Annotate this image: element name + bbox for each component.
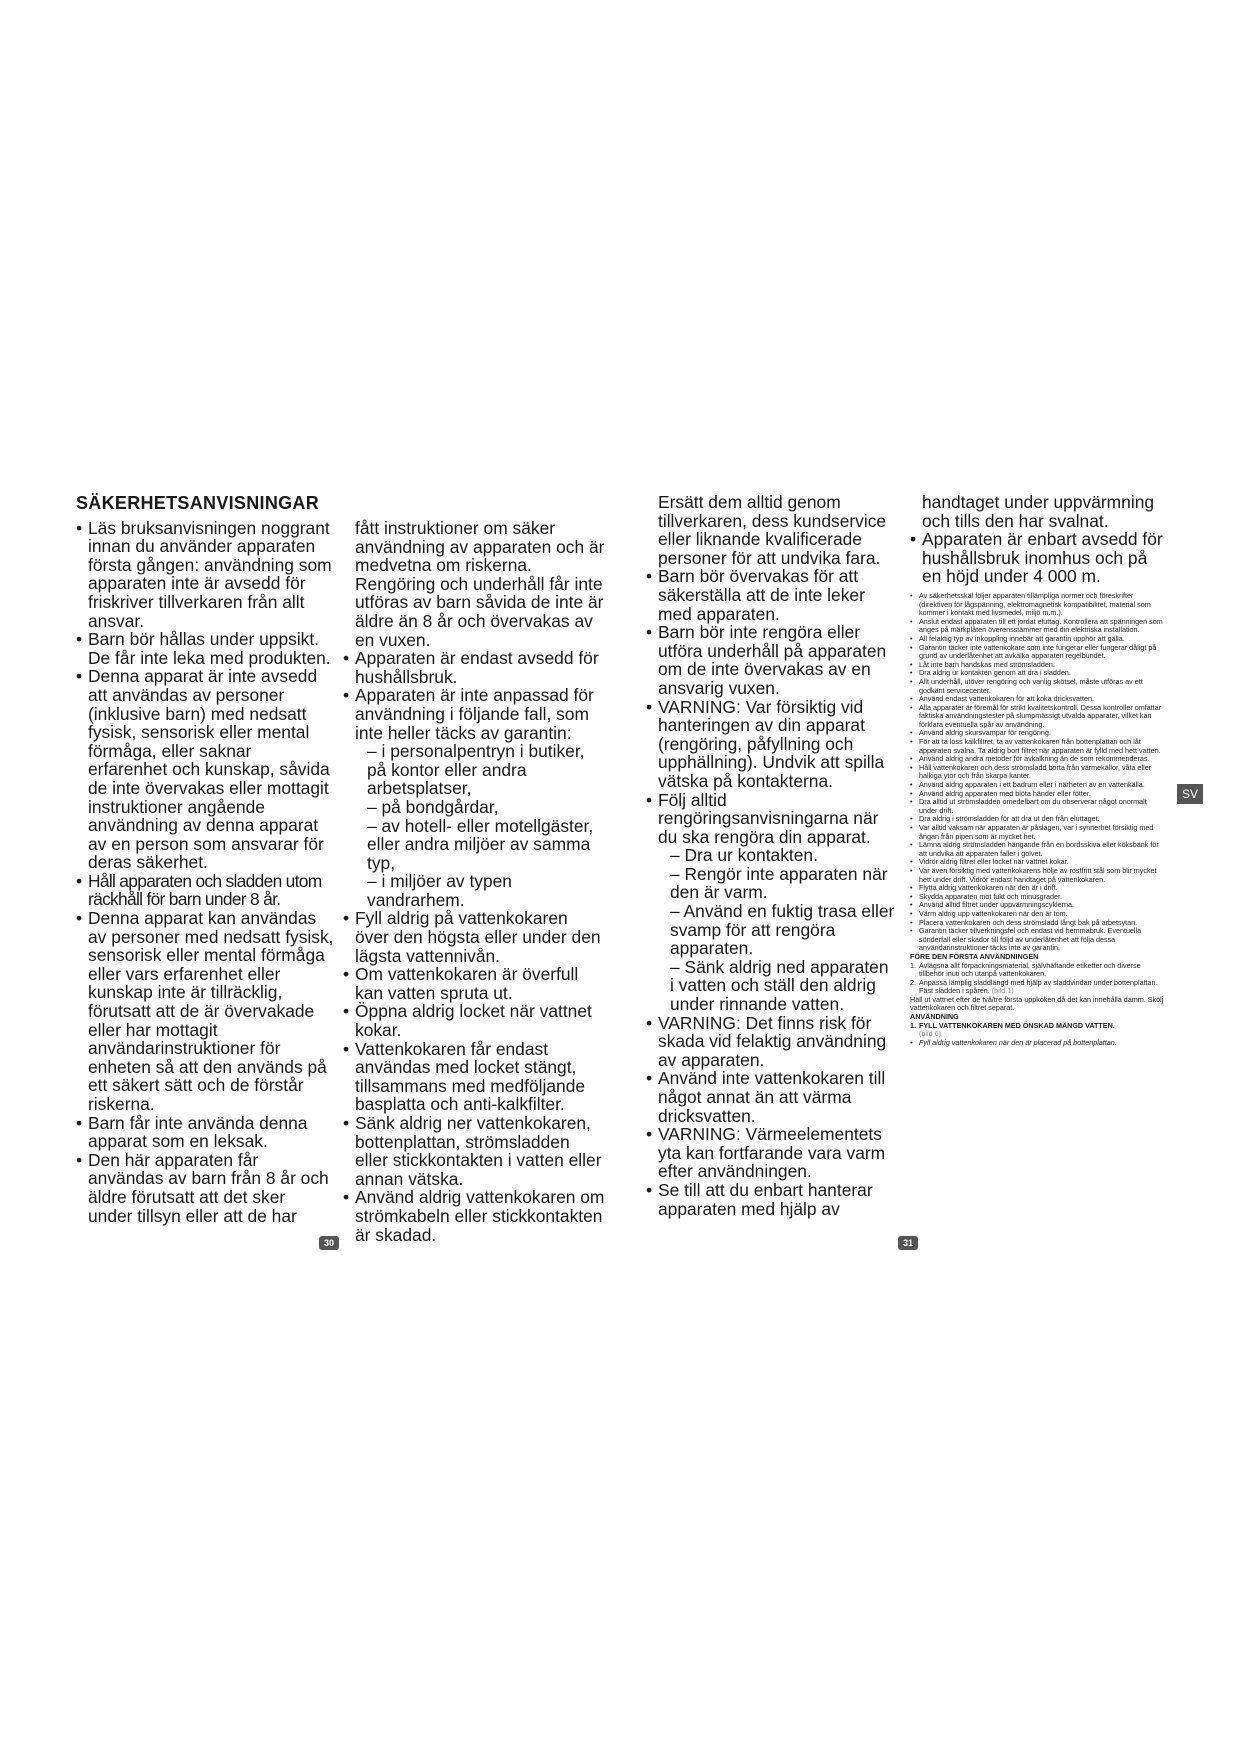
step-number: 2. [910, 977, 916, 987]
bullet-item: • All felaktig typ av inkoppling innebär att garantin upphör att gälla. [910, 635, 1165, 644]
bullet-item: • Håll vattenkokaren och dess strömsladd borta från värmekällor, våta eller halkiga ytor och från skarpa kanter. [910, 764, 1165, 781]
step-number: 1. [910, 1020, 916, 1030]
bullet-item: • Garantin täcker inte vattenkokare som inte fungerar eller fungerar dåligt på grund av underlåtenhet att avkalka apparaten regelbundet. [910, 644, 1165, 661]
paragraph: fått instruktioner om säker användning av apparaten och är medvetna om riskerna. Rengöring och underhåll får inte utföras av barn såvida de inte är äldre än 8 år och övervakas av en vuxen. [355, 518, 605, 650]
right-column-3 [646, 493, 896, 1218]
sub-item: – i miljöer av typen vandrarhem. [367, 871, 512, 910]
bullet-item: • VARNING: Det finns risk för skada vid felaktig användning av apparaten. [646, 1014, 896, 1070]
paragraph: Ersätt dem alltid genom tillverkaren, dess kundservice eller liknande kvalificerade personer för att undvika fara. [658, 492, 887, 568]
bullet-item: • Skydda apparaten mot fukt och minusgrader. [910, 893, 1165, 902]
section-heading: ANVÄNDNING [910, 1012, 959, 1022]
sub-item: – Rengör inte apparaten när den är varm. [670, 863, 888, 903]
bullet-item: • Flytta aldrig vattenkokaren när den är i drift. [910, 884, 1165, 893]
col4-small-list [910, 592, 1165, 1047]
bullet-item: • Använd aldrig apparaten med blöta händer eller fötter. [910, 790, 1165, 799]
numbered-step [910, 1022, 1165, 1039]
bullet-item: • Denna apparat kan användas av personer med nedsatt fysisk, sensorisk eller mental förmåga eller vars erfarenhet eller kunskap inte är tillräcklig, förutsatt att de är övervakade eller har mottagit användarinstruktioner för enheten så att den används på ett säkert sätt och de förstår riskerna. [76, 909, 334, 1114]
numbered-step [910, 962, 1165, 979]
bullet-item: • Placera vattenkokaren och dess strömsladd långt bak på arbetsytan. [910, 919, 1165, 928]
bullet-item: • Använd aldrig andra metoder för avkalkning än de som rekommenderas. [910, 755, 1165, 764]
col3-list [646, 493, 896, 1218]
bullet-item: • Garantin täcker tillverkningsfel och endast vid hemmabruk. Eventuella sönderfall eller skador till följd av underlåtenhet att följa dessa användarinstruktioner täcks inte av garantin. [910, 927, 1165, 953]
page-number-right: 31 [898, 1236, 918, 1250]
bullet-item: • Använd inte vattenkokaren till något annat än att värma dricksvatten. [646, 1069, 896, 1125]
bullet-item: • Se till att du enbart hanterar apparaten med hjälp av [646, 1181, 896, 1218]
bullet-item: • Använd aldrig apparaten i ett badrum eller i närheten av en vattenkälla. [910, 781, 1165, 790]
bullet-item: • Dra aldrig ur kontakten genom att dra i sladden. [910, 669, 1165, 678]
step-text: FYLL VATTENKOKAREN MED ÖNSKAD MÄNGD VATTEN. [919, 1020, 1115, 1030]
sub-item: – på bondgårdar, [367, 796, 499, 817]
col1-list [76, 519, 334, 1226]
bullet-item: • Dra alltid ut strömsladden omedelbart om du observerar något onormalt under drift. [910, 798, 1165, 815]
figure-reference: (bild 1) [991, 986, 1014, 996]
paragraph: Häll ut vattnet efter de två/tre första uppkoken då det kan innehålla damm. Skölj vattenkokaren och filtret separat. [910, 994, 1164, 1013]
bullet-item: • Vidrör aldrig filtret eller locket när vattnet kokar. [910, 858, 1165, 867]
bullet-item: • Följ alltid rengöringsanvisningarna när du ska rengöra din apparat. [646, 791, 896, 847]
step-text: Avlägsna allt förpackningsmaterial, självhäftande etiketter och diverse tillbehör inuti och utanpå vattenkokaren. [919, 960, 1141, 979]
step-number: 1. [910, 960, 916, 970]
left-page [0, 0, 620, 1754]
italic-note: • Fyll aldrig vattenkokaren när den är placerad på bottenplattan. [910, 1039, 1165, 1048]
col4-big-list [910, 493, 1165, 586]
col2-list [343, 519, 605, 1244]
sub-item: – Dra ur kontakten. [670, 845, 818, 866]
sub-item: – av hotell- eller motellgäster, eller andra miljöer av samma typ, [367, 815, 594, 873]
bullet-item: • Av säkerhetsskäl följer apparaten tillämpliga normer och föreskrifter (direktiven för lågspänning, elektromagnetisk kompatibilitet, material som kommer i kontakt med livsmedel, miljö m.m.). [910, 592, 1165, 618]
bullet-item: • Barn bör inte rengöra eller utföra underhåll på apparaten om de inte övervakas av en ansvarig vuxen. [646, 623, 896, 697]
bullet-item: • Barn bör hållas under uppsikt. De får inte leka med produkten. [76, 630, 334, 667]
bullet-item: • Barn bör övervakas för att säkerställa att de inte leker med apparaten. [646, 567, 896, 623]
bullet-item: • För att ta loss kalkfiltret, ta av vattenkokaren från bottenplattan och låt apparaten svalna. Ta aldrig bort filtret när apparaten är fylld med hett vatten. [910, 738, 1165, 755]
sub-item: – Använd en fuktig trasa eller svamp för att rengöra apparaten. [670, 901, 895, 959]
bullet-item: • Vattenkokaren får endast användas med locket stängt, tillsammans med medföljande basplatta och anti-kalkfilter. [343, 1040, 605, 1114]
paragraph: handtaget under uppvärmning och tills den har svalnat. [922, 492, 1155, 531]
right-page [620, 0, 1241, 1754]
bullet-item: • VARNING: Värmeelementets yta kan fortfarande vara varm efter användningen. [646, 1125, 896, 1181]
bullet-item: • Använd aldrig vattenkokaren om strömkabeln eller stickkontakten är skadad. [343, 1188, 605, 1244]
page-title: SÄKERHETSANVISNINGAR [76, 493, 320, 513]
bullet-item: • Använd aldrig skursvampar för rengöring. [910, 729, 1165, 738]
bullet-item: • Var även försiktig med vattenkokarens hölje av rostfritt stål som blir mycket hett under drift. Vidrör endast handtaget på vattenkokaren. [910, 867, 1165, 884]
bullet-item: • Apparaten är inte anpassad för användning i följande fall, som inte heller täcks av garantin: [343, 686, 605, 742]
step-text: Anpassa lämplig sladdlängd med hjälp av sladdvindan under bottenplattan. Fäst sladden i spåren. [919, 977, 1158, 996]
figure-reference: (bild 6) [919, 1029, 941, 1039]
bullet-item: • Läs bruksanvisningen noggrant innan du använder apparaten första gången: användning som apparaten inte är avsedd för friskriver tillverkaren från allt ansvar. [76, 519, 334, 631]
bullet-item: • Denna apparat är inte avsedd att användas av personer (inklusive barn) med nedsatt fysisk, sensorisk eller mental förmåga, eller saknar erfarenhet och kunskap, såvida de inte övervakas eller mottagit instruktioner angående användning av denna apparat av en person som ansvarar för deras säkerhet. [76, 667, 334, 872]
bullet-item: • Fyll aldrig på vattenkokaren över den högsta eller under den lägsta vattennivån. [343, 909, 605, 965]
bullet-item: • Håll apparaten och sladden utom räckhåll för barn under 8 år. [76, 872, 334, 909]
bullet-item: • Värm aldrig upp vattenkokaren när den är tom. [910, 910, 1165, 919]
right-column-4 [910, 493, 1165, 1047]
bullet-item: • Dra aldrig i strömsladden för att dra ut den från eluttaget. [910, 815, 1165, 824]
numbered-step [910, 979, 1165, 996]
left-column-1 [76, 494, 334, 1225]
bullet-item: • Sänk aldrig ner vattenkokaren, bottenplattan, strömsladden eller stickkontakten i vatten eller annan vätska. [343, 1114, 605, 1188]
bullet-item: • Använd endast vattenkokaren för att koka dricksvatten. [910, 695, 1165, 704]
bullet-item: • Apparaten är endast avsedd för hushållsbruk. [343, 649, 605, 686]
page-number-left: 30 [319, 1236, 339, 1250]
bullet-item: • Använd alltid filtret under uppvärmningscyklerna. [910, 901, 1165, 910]
language-tab: SV [1177, 784, 1203, 804]
bullet-item: • Låt inte barn handskas med strömsladden. [910, 661, 1165, 670]
bullet-item: • Lämna aldrig strömsladden hängande från en bordsskiva eller köksbänk för att undvika att apparaten faller i golvet. [910, 841, 1165, 858]
sub-item: – i personalpentryn i butiker, på kontor eller andra arbetsplatser, [367, 741, 585, 799]
bullet-item: • Barn får inte använda denna apparat som en leksak. [76, 1114, 334, 1151]
bullet-item: • Var alltid vaksam när apparaten är påslagen, var i synnerhet försiktig med ångan från pipen som är mycket het. [910, 824, 1165, 841]
bullet-item: • Den här apparaten får användas av barn från 8 år och äldre förutsatt att det sker under tillsyn eller att de har [76, 1151, 334, 1225]
bullet-item: • Allt underhåll, utöver rengöring och vanlig skötsel, måste utföras av ett godkänt servicecenter. [910, 678, 1165, 695]
sub-item: – Sänk aldrig ned apparaten i vatten och ställ den aldrig under rinnande vatten. [670, 956, 889, 1015]
bullet-item: • Anslut endast apparaten till ett jordat eluttag. Kontrollera att spänningen som anges på märkplåten överensstämmer med din elektriska installation. [910, 618, 1165, 635]
bullet-item: • Öppna aldrig locket när vattnet kokar. [343, 1002, 605, 1039]
left-column-2 [343, 519, 605, 1244]
section-heading: FÖRE DEN FÖRSTA ANVÄNDNINGEN [910, 951, 1039, 961]
bullet-item: • Alla apparater är föremål för strikt kvalitetskontroll. Dessa kontroller omfattar faktiska användningstester på slumpmässigt utvalda apparater, vilket kan förklara eventuella spår av användning. [910, 704, 1165, 730]
bullet-item: • VARNING: Var försiktig vid hanteringen av din apparat (rengöring, påfyllning och upphällning). Undvik att spilla vätska på kontakterna. [646, 698, 896, 791]
bullet-item: • Apparaten är enbart avsedd för hushållsbruk inomhus och på en höjd under 4 000 m. [910, 530, 1165, 586]
bullet-item: • Om vattenkokaren är överfull kan vatten spruta ut. [343, 965, 605, 1002]
